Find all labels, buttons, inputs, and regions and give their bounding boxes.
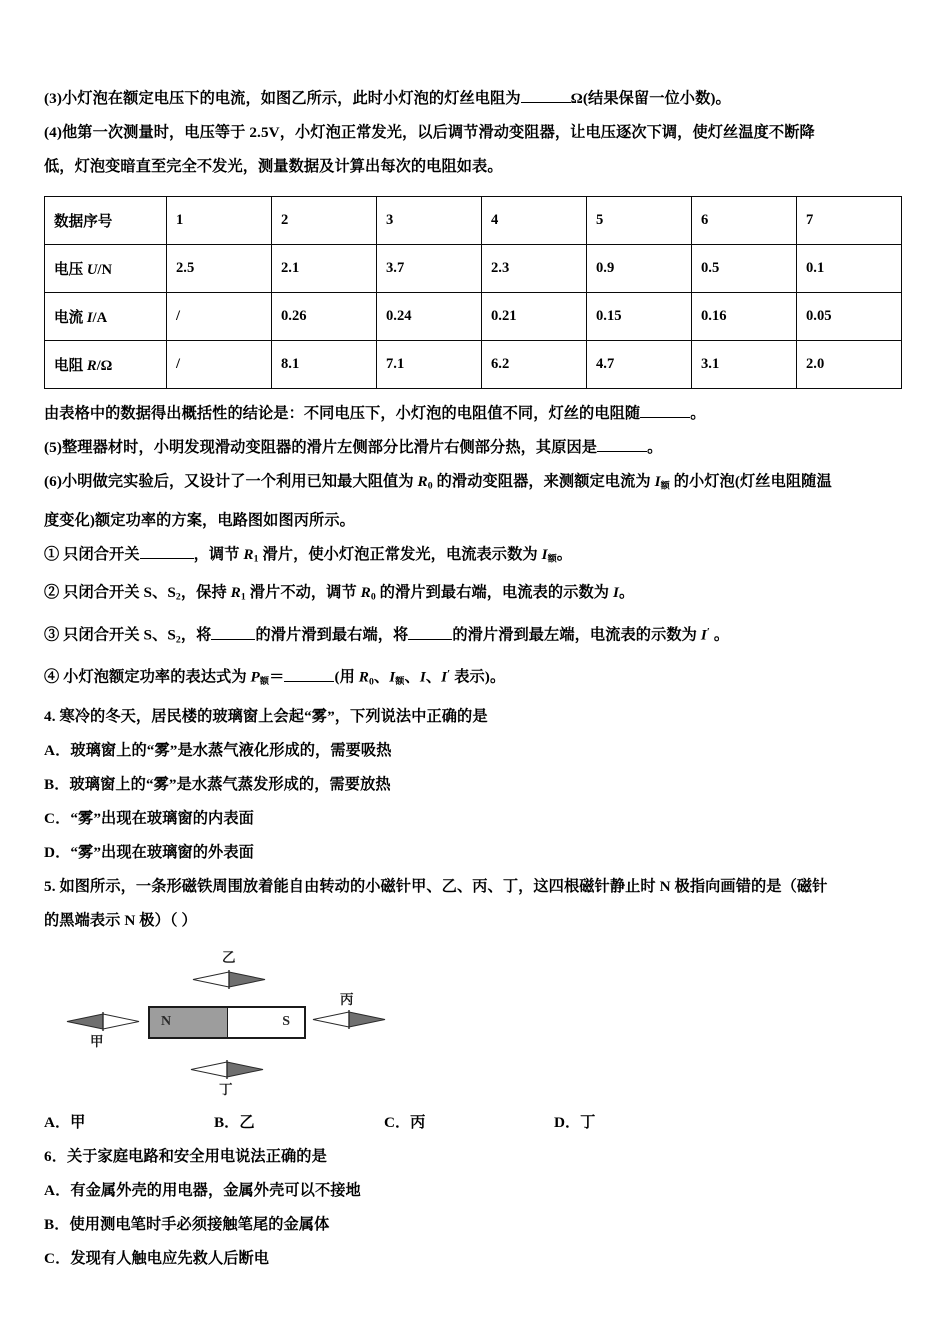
q3-text-head: (3)小灯泡在额定电压下的电流，如图乙所示，此时小灯泡的灯丝电阻为 [44, 90, 521, 107]
magnet-north-pole: N [150, 1008, 227, 1037]
step1-I-subscript: 额 [547, 553, 557, 564]
step3-blank-1[interactable] [211, 639, 255, 640]
step2-R0-subscript: 0 [370, 592, 376, 604]
compass-needle-jia-label: 甲 [90, 1033, 104, 1049]
paragraph-q5 [44, 431, 906, 465]
step2-text-c: 滑片不动，调节 [245, 584, 361, 602]
step1-R1-symbol: R [243, 545, 254, 563]
table-cell: 0.9 [587, 245, 692, 293]
table-cell: 3.7 [377, 245, 482, 293]
step2-text-d: 的滑片到最右端，电流表的示数为 [375, 584, 613, 602]
table-row-current [45, 293, 902, 341]
step1-text-d: 。 [556, 545, 573, 563]
step3-text-c: 的滑片滑到最右端，将 [255, 626, 409, 644]
step4-text-f: 表示)。 [450, 669, 506, 687]
compass-needle-yi-label: 乙 [222, 949, 236, 965]
step1-blank[interactable] [140, 558, 194, 559]
paragraph-conclusion [44, 397, 906, 431]
table-cell: 3.1 [692, 341, 797, 389]
question4-option-c[interactable]: C．“雾”出现在玻璃窗的内表面 [44, 809, 254, 827]
table-cell: 6 [692, 197, 797, 245]
table-cell: 2.3 [482, 245, 587, 293]
table-cell: 3 [377, 197, 482, 245]
resistance-unit: /Ω [96, 358, 113, 374]
step3-text-b: ，将 [180, 626, 212, 644]
table-cell: 7.1 [377, 341, 482, 389]
conclusion-head: 由表格中的数据得出概括性的结论是：不同电压下，小灯泡的电阻值不同，灯丝的电阻随 [44, 405, 641, 422]
step2-S2-subscript: 2 [175, 592, 181, 604]
paragraph-step1 [44, 538, 906, 577]
step1-I-symbol: I [541, 545, 548, 563]
bar-magnet-figure [64, 944, 464, 1104]
question6-option-a[interactable]: A．有金属外壳的用电器，金属外壳可以不接地 [44, 1181, 361, 1199]
question4-option-b[interactable]: B．玻璃窗上的“雾”是水蒸气蒸发形成的，需要放热 [44, 775, 391, 793]
table-row-resistance [45, 341, 902, 389]
step1-text-a: ① 只闭合开关 [44, 545, 140, 563]
question5-options-row [44, 1106, 906, 1140]
step3-I-prime: ′ [706, 626, 711, 639]
paragraph-q6-line1 [44, 465, 906, 504]
table-cell: 1 [167, 197, 272, 245]
step1-text-b: ，调节 [193, 545, 244, 563]
paragraph-step3 [44, 615, 906, 657]
table-header-current [45, 293, 167, 341]
question4-option-d[interactable]: D．“雾”出现在玻璃窗的外表面 [44, 843, 254, 861]
voltage-unit: /N [97, 262, 112, 278]
question6-stem: 6．关于家庭电路和安全用电说法正确的是 [44, 1147, 327, 1165]
compass-needle-ding [190, 1060, 264, 1079]
question5-stem-line1: 5. 如图所示，一条形磁铁周围放着能自由转动的小磁针甲、乙、丙、丁，这四根磁针静止时 N 极指向画错的是（磁针 [44, 877, 828, 895]
table-cell: 5 [587, 197, 692, 245]
step4-R0-subscript: 0 [369, 676, 374, 688]
compass-needle-bing-label: 丙 [340, 991, 354, 1007]
current-unit: /A [92, 310, 108, 326]
step4-I1-symbol: I [389, 669, 396, 687]
step3-S2-subscript: 2 [175, 634, 181, 646]
voltage-label-cn: 电压 [54, 262, 87, 278]
step1-R1-subscript: 1 [253, 553, 259, 565]
table-cell: 2.5 [167, 245, 272, 293]
q6-R0-subscript: 0 [427, 480, 433, 492]
step4-text-c: 、 [373, 669, 390, 687]
table-cell: 0.16 [692, 293, 797, 341]
resistance-label-cn: 电阻 [54, 358, 87, 374]
paragraph-q4-line1: (4)他第一次测量时，电压等于 2.5V，小灯泡正常发光，以后调节滑动变阻器，让电压逐次下调，使灯丝温度不断降 [44, 124, 815, 141]
step2-text-a: ② 只闭合开关 S、S [44, 584, 176, 602]
step4-P-subscript: 额 [259, 676, 270, 687]
table-cell: 0.15 [587, 293, 692, 341]
table-cell: 2.1 [272, 245, 377, 293]
step4-equals: ＝ [269, 669, 285, 687]
step4-I2-symbol: I [419, 669, 426, 687]
conclusion-tail: 。 [690, 405, 706, 422]
step2-R0-symbol: R [360, 584, 371, 602]
table-cell: 4.7 [587, 341, 692, 389]
conclusion-blank[interactable] [640, 417, 690, 418]
table-cell: 0.05 [797, 293, 902, 341]
table-cell: 8.1 [272, 341, 377, 389]
compass-needle-yi [192, 970, 266, 989]
step4-I3-prime: ′ [447, 668, 451, 681]
compass-needle-jia [66, 1012, 140, 1031]
question4-stem: 4. 寒冷的冬天，居民楼的玻璃窗上会起“雾”，下列说法中正确的是 [44, 707, 488, 725]
question5-option-a[interactable]: A．甲 [44, 1113, 86, 1131]
q6-text-c: 的小灯泡(灯丝电阻随温 [669, 473, 832, 490]
bar-magnet [148, 1006, 306, 1039]
step4-R0-symbol: R [358, 669, 370, 687]
magnet-south-pole: S [227, 1008, 304, 1037]
table-cell: 4 [482, 197, 587, 245]
question6-option-c[interactable]: C．发现有人触电应先救人后断电 [44, 1249, 270, 1267]
current-symbol: I [86, 310, 93, 326]
voltage-symbol: U [86, 262, 98, 278]
current-label-cn: 电流 [54, 310, 87, 326]
paragraph-q4-line2: 低，灯泡变暗直至完全不发光，测量数据及计算出每次的电阻如表。 [44, 158, 503, 175]
compass-needle-bing [312, 1010, 386, 1029]
step2-I-symbol: I [612, 584, 619, 602]
table-cell: 2.0 [797, 341, 902, 389]
table-cell: 0.1 [797, 245, 902, 293]
step4-text-d: 、 [404, 669, 420, 687]
step4-I3-symbol: I [441, 669, 448, 687]
question5-option-b[interactable]: B．乙 [214, 1113, 255, 1131]
q5-head: (5)整理器材时，小明发现滑动变阻器的滑片左侧部分比滑片右侧部分热，其原因是 [44, 439, 598, 456]
table-cell: 0.21 [482, 293, 587, 341]
step4-I1-subscript: 额 [395, 676, 405, 687]
table-cell: / [167, 293, 272, 341]
table-cell: 6.2 [482, 341, 587, 389]
question6-option-b[interactable]: B．使用测电笔时手必须接触笔尾的金属体 [44, 1215, 330, 1233]
table-header-voltage [45, 245, 167, 293]
paragraph-step4 [44, 657, 906, 699]
question5-stem-line2: 的黑端表示 N 极）（ ） [44, 911, 197, 929]
step3-text-e: 。 [710, 626, 730, 644]
step3-I-symbol: I [700, 626, 707, 644]
question4-option-a[interactable]: A．玻璃窗上的“雾”是水蒸气液化形成的，需要吸热 [44, 741, 392, 759]
paragraph-q3 [44, 82, 906, 116]
q6-text-a: (6)小明做完实验后，又设计了一个利用已知最大阻值为 [44, 473, 418, 490]
step4-text-a: ④ 小灯泡额定功率的表达式为 [44, 669, 251, 687]
table-header-resistance [45, 341, 167, 389]
question5-option-d[interactable]: D．丁 [554, 1113, 596, 1131]
step4-P-symbol: P [250, 669, 260, 687]
table-row-index [45, 197, 902, 245]
q3-blank[interactable] [521, 102, 571, 103]
step2-R1-subscript: 1 [240, 592, 246, 604]
q6-text-b: 的滑动变阻器，来测额定电流为 [432, 473, 655, 490]
step2-text-e: 。 [618, 584, 635, 602]
q5-tail: 。 [647, 439, 663, 456]
q3-text-tail: Ω(结果保留一位小数)。 [570, 90, 731, 107]
step2-text-b: ，保持 [180, 584, 231, 602]
question5-option-c[interactable]: C．丙 [384, 1113, 426, 1131]
table-cell: 7 [797, 197, 902, 245]
table-cell: 2 [272, 197, 377, 245]
step3-blank-2[interactable] [408, 639, 452, 640]
q6-I-subscript: 额 [660, 480, 670, 491]
compass-needle-ding-label: 丁 [219, 1081, 233, 1097]
resistance-symbol: R [86, 358, 97, 374]
q6-R0-symbol: R [417, 473, 428, 490]
paragraph-q6-line2: 度变化)额定功率的方案，电路图如图丙所示。 [44, 511, 355, 529]
table-cell: 0.26 [272, 293, 377, 341]
step4-blank[interactable] [284, 681, 334, 682]
document-content [44, 82, 906, 1276]
step1-text-c: 滑片，使小灯泡正常发光，电流表示数为 [258, 545, 542, 563]
step2-R1-symbol: R [230, 584, 241, 602]
paragraph-step2 [44, 576, 906, 615]
experiment-data-table [44, 196, 902, 389]
table-cell: 0.5 [692, 245, 797, 293]
table-row-voltage [45, 245, 902, 293]
q5-blank[interactable] [597, 451, 647, 452]
table-cell: 0.24 [377, 293, 482, 341]
step3-text-a: ③ 只闭合开关 S、S [44, 626, 176, 644]
table-header-index: 数据序号 [45, 197, 167, 245]
step4-text-b: (用 [334, 669, 359, 687]
step4-text-e: 、 [425, 669, 442, 687]
q6-I-symbol: I [654, 473, 661, 490]
step3-text-d: 的滑片滑到最左端，电流表的示数为 [452, 626, 701, 644]
table-cell: / [167, 341, 272, 389]
